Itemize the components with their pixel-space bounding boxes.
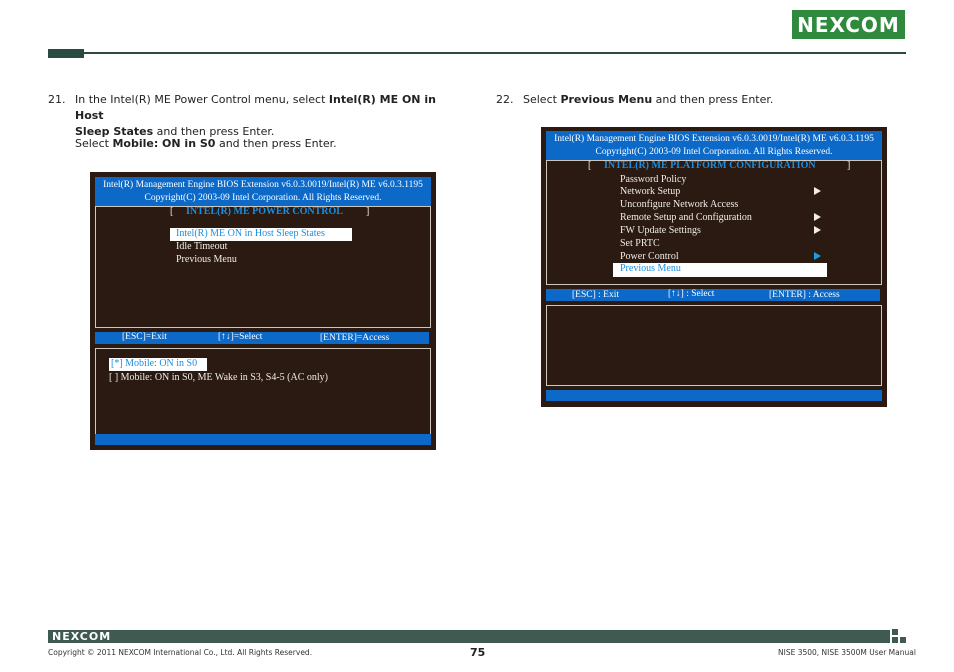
menu-item-network-setup[interactable]: Network Setup [620, 186, 681, 197]
bios-title-bar [95, 177, 431, 207]
bios-bottom-bar [95, 434, 431, 445]
select-mobile-text: Select Mobile: ON in S0 and then press Enter. [75, 137, 337, 150]
footer-copyright: Copyright © 2011 NEXCOM International Co., Ltd. All Rights Reserved. [48, 648, 313, 657]
header-rule [48, 52, 906, 54]
menu-title: INTEL(R) ME PLATFORM CONFIGURATION [604, 160, 816, 171]
step-21-number: 21. [48, 93, 66, 106]
bios-help-bar [95, 332, 429, 344]
bios-title-line2: Copyright(C) 2003-09 Intel Corporation. All Rights Reserved. [595, 147, 833, 157]
help-esc: [ESC]=Exit [122, 332, 167, 342]
submenu-arrow-icon [814, 226, 821, 234]
bios-info-panel [546, 305, 882, 386]
menu-item-password-policy[interactable]: Password Policy [620, 174, 687, 185]
menu-item-idle-timeout[interactable]: Idle Timeout [176, 241, 228, 252]
bios-title-line1: Intel(R) Management Engine BIOS Extension v6.0.3.0019/Intel(R) ME v6.0.3.1195 [103, 180, 423, 190]
footer-square [900, 637, 906, 643]
help-select: [↑↓] : Select [668, 289, 715, 299]
bios-help-bar [546, 289, 880, 301]
footer-band [48, 630, 890, 643]
bios-title-line1: Intel(R) Management Engine BIOS Extension v6.0.3.0019/Intel(R) ME v6.0.3.1195 [554, 134, 874, 144]
option-mobile-on-s0[interactable]: [*] Mobile: ON in S0 [109, 358, 207, 371]
submenu-arrow-icon [814, 213, 821, 221]
footer-square [892, 629, 898, 635]
option-mobile-on-s0-wake[interactable]: [ ] Mobile: ON in S0, ME Wake in S3, S4-5 (AC only) [109, 372, 329, 383]
footer-square [892, 637, 898, 643]
menu-bracket-left: [ [170, 206, 174, 217]
bios-menu-panel [95, 206, 431, 328]
help-select: [↑↓]=Select [218, 332, 263, 342]
header-tab [48, 49, 84, 58]
menu-bracket-right: ] [847, 160, 851, 171]
help-enter: [ENTER] : Access [769, 290, 840, 300]
menu-item-previous-menu[interactable]: Previous Menu [613, 263, 827, 277]
bios-title-bar [546, 131, 882, 161]
help-esc: [ESC] : Exit [572, 290, 619, 300]
page-number: 75 [470, 646, 486, 659]
footer-manual-title: NISE 3500, NISE 3500M User Manual [778, 648, 916, 657]
menu-item-fw-update[interactable]: FW Update Settings [620, 225, 701, 236]
bios-title-line2: Copyright(C) 2003-09 Intel Corporation. All Rights Reserved. [144, 193, 382, 203]
bios-bottom-bar [546, 390, 882, 401]
menu-item-me-on-host-sleep[interactable]: Intel(R) ME ON in Host Sleep States [170, 228, 352, 241]
menu-bracket-left: [ [588, 160, 592, 171]
bios-screen-power-control [90, 172, 436, 450]
step-22-text: Select Previous Menu and then press Enter. [523, 93, 774, 106]
menu-bracket-right: ] [366, 206, 370, 217]
menu-item-remote-setup[interactable]: Remote Setup and Configuration [620, 212, 752, 223]
menu-item-unconfigure-network[interactable]: Unconfigure Network Access [620, 199, 739, 210]
bios-screen-platform-config [541, 127, 887, 407]
step-21-text: In the Intel(R) ME Power Control menu, select Intel(R) ME ON in Host Sleep States and then press Enter. [75, 93, 436, 138]
nexcom-logo: NEXCOM [792, 10, 905, 39]
footer-logo: NEXCOM [52, 630, 112, 643]
menu-item-power-control[interactable]: Power Control [620, 251, 679, 262]
menu-item-set-prtc[interactable]: Set PRTC [620, 238, 660, 249]
help-enter: [ENTER]=Access [320, 333, 390, 343]
menu-item-previous-menu[interactable]: Previous Menu [176, 254, 237, 265]
menu-title: INTEL(R) ME POWER CONTROL [186, 206, 343, 217]
step-22-number: 22. [496, 93, 514, 106]
submenu-arrow-icon [814, 187, 821, 195]
submenu-arrow-icon [814, 252, 821, 260]
